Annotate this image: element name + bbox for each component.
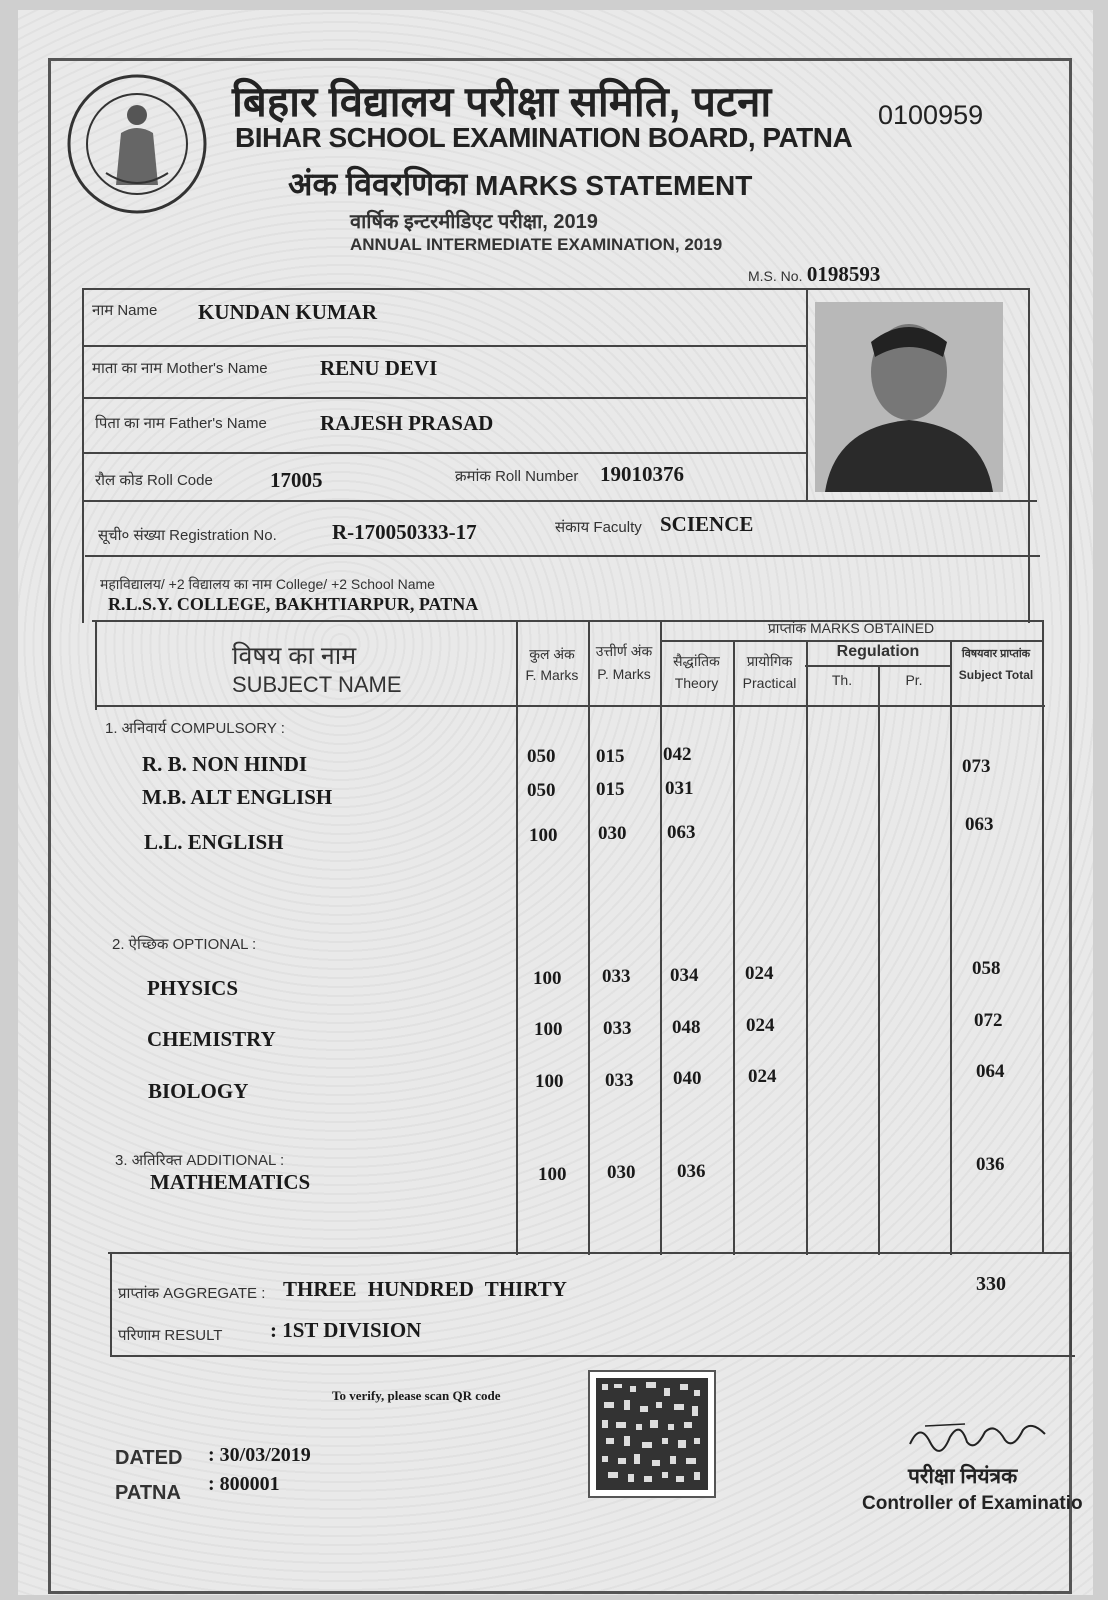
result-label: परिणाम RESULT <box>118 1327 223 1344</box>
practical-header-hindi: प्रायोगिक <box>746 653 793 669</box>
subject-total: 063 <box>965 814 994 835</box>
subject-total: 058 <box>972 958 1001 979</box>
table-column-rule <box>806 640 808 1255</box>
compulsory-section-label: 1. अनिवार्य COMPULSORY : <box>105 720 285 737</box>
info-rule <box>806 288 808 500</box>
subject-name: L.L. ENGLISH <box>144 830 284 854</box>
roll-code: 17005 <box>270 468 323 492</box>
ms-number <box>748 262 880 287</box>
info-rule <box>82 345 807 347</box>
table-column-rule <box>660 620 662 1255</box>
father-name-label: पिता का नाम Father's Name <box>95 415 267 432</box>
table-column-rule <box>733 640 735 1255</box>
aggregate-words: THREE HUNDRED THIRTY <box>283 1277 567 1301</box>
roll-code-label: रौल कोड Roll Code <box>95 472 213 489</box>
additional-section-label: 3. अतिरिक्त ADDITIONAL : <box>115 1152 285 1169</box>
info-rule <box>85 555 1040 557</box>
table-column-rule <box>950 640 952 1255</box>
f-marks-header-hindi: कुल अंक <box>529 646 575 662</box>
subject-total: 072 <box>974 1010 1003 1031</box>
subject-name: PHYSICS <box>147 976 239 1000</box>
subject-name: M.B. ALT ENGLISH <box>142 785 333 809</box>
ms-number-label: M.S. No. <box>748 268 803 284</box>
doc-title-english: MARKS STATEMENT <box>474 170 753 201</box>
pass-marks: 033 <box>603 1018 632 1039</box>
table-column-rule <box>516 620 518 1255</box>
practical-marks: 024 <box>748 1066 777 1087</box>
controller-signature <box>905 1412 1055 1462</box>
subject-name: MATHEMATICS <box>150 1170 311 1194</box>
subject-name: R. B. NON HINDI <box>142 752 308 776</box>
student-name: KUNDAN KUMAR <box>198 300 378 324</box>
full-marks: 050 <box>527 746 556 767</box>
roll-number-label: क्रमांक Roll Number <box>455 468 579 485</box>
registration-number: R-170050333-17 <box>332 520 477 544</box>
regulation-practical-header: Pr. <box>905 672 923 688</box>
mother-name-label: माता का नाम Mother's Name <box>92 360 268 377</box>
p-marks-header-hindi: उत्तीर्ण अंक <box>595 643 653 659</box>
info-rule <box>82 288 1030 290</box>
table-rule <box>660 640 1042 642</box>
f-marks-header: F. Marks <box>525 667 579 683</box>
regulation-header: Regulation <box>836 643 920 660</box>
theory-marks: 048 <box>672 1017 701 1038</box>
subject-name: BIOLOGY <box>148 1079 249 1103</box>
subject-total: 036 <box>976 1154 1005 1175</box>
table-rule <box>110 1355 1075 1357</box>
theory-marks: 034 <box>670 965 699 986</box>
info-rule <box>82 452 807 454</box>
roll-number: 19010376 <box>600 462 684 486</box>
place-pin: : 800001 <box>208 1473 280 1495</box>
serial-number: 0100959 <box>878 100 984 130</box>
subject-total: 073 <box>962 756 991 777</box>
result-value: : 1ST DIVISION <box>270 1318 422 1342</box>
pass-marks: 033 <box>605 1070 634 1091</box>
faculty-label: संकाय Faculty <box>555 519 642 536</box>
ms-number-value: 0198593 <box>806 262 881 286</box>
aggregate-label: प्राप्तांक AGGREGATE : <box>118 1285 266 1302</box>
subject-total: 064 <box>976 1061 1005 1082</box>
faculty: SCIENCE <box>660 512 754 536</box>
info-rule <box>82 397 807 399</box>
full-marks: 100 <box>533 968 562 989</box>
title-english: BIHAR SCHOOL EXAMINATION BOARD, PATNA <box>235 122 853 153</box>
exam-name-hindi: वार्षिक इन्टरमीडिएट परीक्षा, 2019 <box>350 211 598 233</box>
table-rule <box>95 620 97 710</box>
marks-obtained-header: प्राप्तांक MARKS OBTAINED <box>767 620 935 636</box>
verify-instruction: To verify, please scan QR code <box>332 1388 501 1403</box>
table-column-rule <box>878 665 880 1255</box>
exam-name-english: ANNUAL INTERMEDIATE EXAMINATION, 2019 <box>350 235 723 254</box>
doc-title-hindi: अंक विवरणिका <box>288 166 468 202</box>
board-seal <box>66 73 208 215</box>
full-marks: 100 <box>535 1071 564 1092</box>
subject-header-english: SUBJECT NAME <box>232 672 402 697</box>
subject-name: CHEMISTRY <box>147 1027 276 1051</box>
optional-section-label: 2. ऐच्छिक OPTIONAL : <box>112 936 257 953</box>
theory-marks: 040 <box>673 1068 702 1089</box>
place-label: PATNA <box>115 1482 181 1504</box>
subject-total-header-hindi: विषयवार प्राप्तांक <box>961 648 1031 660</box>
pass-marks: 015 <box>596 746 625 767</box>
full-marks: 100 <box>534 1019 563 1040</box>
table-column-rule <box>1042 620 1044 1252</box>
table-column-rule <box>588 620 590 1255</box>
dated-label: DATED <box>115 1447 183 1469</box>
info-rule <box>1028 288 1030 623</box>
subject-total-header: Subject Total <box>958 668 1034 682</box>
pass-marks: 033 <box>602 966 631 987</box>
pass-marks: 015 <box>596 779 625 800</box>
table-rule <box>95 705 1045 707</box>
theory-marks: 063 <box>667 822 696 843</box>
info-rule <box>82 288 84 623</box>
info-rule <box>82 500 1037 502</box>
pass-marks: 030 <box>598 823 627 844</box>
theory-marks: 031 <box>665 778 694 799</box>
qr-code <box>588 1370 716 1498</box>
college-label: महाविद्यालय/ +2 विद्यालय का नाम College/ +2 School Name <box>100 576 435 592</box>
dated-value: : 30/03/2019 <box>208 1444 311 1466</box>
table-rule <box>110 1252 112 1357</box>
theory-header-hindi: सैद्धांतिक <box>673 653 720 669</box>
full-marks: 100 <box>538 1164 567 1185</box>
theory-header: Theory <box>674 675 719 691</box>
title-hindi: बिहार विद्यालय परीक्षा समिति, पटना <box>232 78 772 125</box>
registration-label: सूची० संख्या Registration No. <box>98 527 277 544</box>
college-name: R.L.S.Y. COLLEGE, BAKHTIARPUR, PATNA <box>108 594 479 614</box>
name-label: नाम Name <box>92 302 158 319</box>
controller-title-hindi: परीक्षा नियंत्रक <box>908 1465 1018 1488</box>
father-name: RAJESH PRASAD <box>320 411 494 435</box>
theory-marks: 042 <box>663 744 692 765</box>
practical-header: Practical <box>742 675 797 691</box>
full-marks: 050 <box>527 780 556 801</box>
full-marks: 100 <box>529 825 558 846</box>
subject-header-hindi: विषय का नाम <box>232 642 357 670</box>
regulation-theory-header: Th. <box>831 672 853 688</box>
pass-marks: 030 <box>607 1162 636 1183</box>
table-rule <box>1070 1252 1072 1357</box>
practical-marks: 024 <box>745 963 774 984</box>
mother-name: RENU DEVI <box>320 356 438 380</box>
controller-title-english: Controller of Examinatio <box>862 1493 1083 1514</box>
theory-marks: 036 <box>677 1161 706 1182</box>
doc-title <box>288 162 752 205</box>
p-marks-header: P. Marks <box>597 666 651 682</box>
aggregate-value: 330 <box>976 1273 1006 1295</box>
student-photo <box>815 302 1003 492</box>
practical-marks: 024 <box>746 1015 775 1036</box>
